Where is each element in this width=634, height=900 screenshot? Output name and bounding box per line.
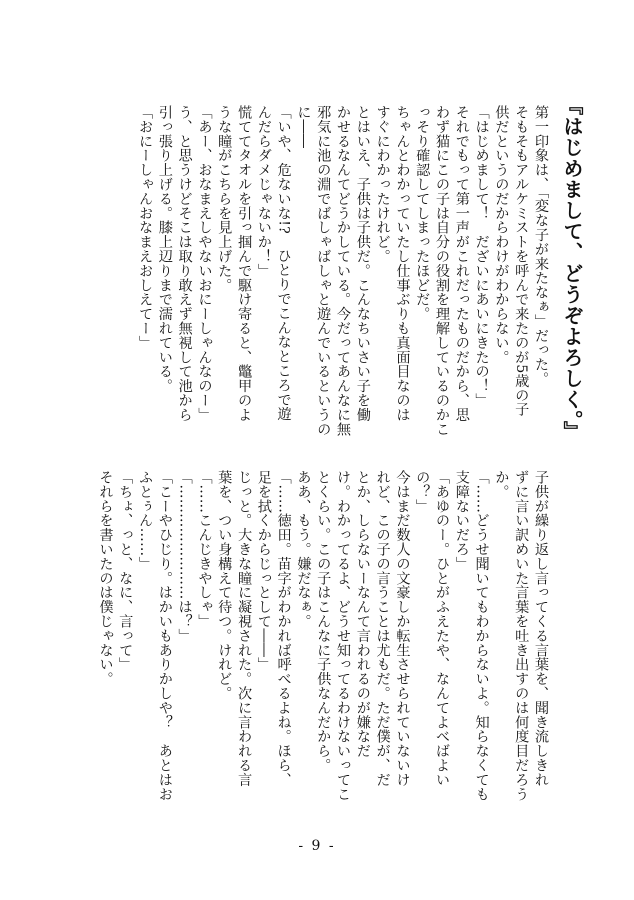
- text-line: それらを書いたのは僕じゃない。: [97, 470, 114, 686]
- text-line: そもそもアルケミストを呼んで来たのが5歳の子: [513, 105, 530, 417]
- text-line: 「おにーしゃんおなまえおしえてー」: [137, 105, 154, 350]
- text-line: かせるなんてどうかしている。今だってあんなに無: [335, 105, 352, 437]
- text-line: の？」: [414, 470, 431, 514]
- text-line: 足を拭くからじっとして――」: [255, 470, 272, 672]
- text-line: 「……こんじきやしゃ」: [196, 470, 213, 629]
- text-line: 支障ないだろ」: [453, 470, 470, 571]
- text-line: っそり確認してしまったほどだ。: [414, 105, 431, 321]
- text-line: ずに言い訳めいた言葉を吐き出すのは何度目だろう: [513, 470, 530, 802]
- text-line: 引っ張り上げる。膝上辺りまで濡れている。: [156, 105, 173, 393]
- text-line: とか、しらないーなんて言われるのが嫌なだ: [354, 470, 371, 758]
- text-line: 「……どうせ聞いてもわからないよ。知らなくても: [473, 470, 490, 802]
- text-line: うな瞳がこちらを見上げた。: [216, 105, 233, 293]
- text-line: 「あゆのー。ひとがふえたや、なんてよべばよい: [434, 470, 451, 787]
- text-line: んだらダメじゃないか！」: [255, 105, 272, 278]
- text-line: 第一印象は、「変な子が来たなぁ」だった。: [533, 105, 549, 386]
- text-line: 子供が繰り返し言ってくる言葉を、聞き流しきれ: [533, 470, 549, 787]
- text-line: とくらい。この子はこんなに子供なんだから。: [315, 470, 332, 773]
- text-line: け。わかってるよ、どうせ知ってるわけないってこ: [335, 470, 352, 802]
- text-line: 「……徳田。苗字がわかれば呼べるよね。ほら、: [275, 470, 292, 787]
- text-line: すぐにわかったけれど。: [374, 105, 391, 264]
- text-line: ああ、もう。嫌だなぁ。: [295, 470, 312, 629]
- text-line: 「ちょ、っと、なに、言って」: [117, 470, 134, 672]
- text-line: 「いや、危ないな!? ひとりでこんなところで遊: [275, 105, 292, 422]
- text-line: 慌ててタオルを引っ掴んで駆け寄ると、鼈甲のよ: [236, 105, 253, 422]
- text-line: 「あー、おなまえしやないおにーしゃんなのー」: [196, 105, 213, 422]
- text-line: 「はじめまして！ だざいにあいにきたの！」: [473, 105, 490, 408]
- chapter-title: 『はじめまして、どうぞよろしく。』: [560, 95, 584, 442]
- text-line: 「……………………は？」: [176, 470, 193, 643]
- text-line: ふとぅん……」: [137, 470, 154, 571]
- text-line: わず猫にこの子は自分の役割を理解しているのかこ: [434, 105, 451, 437]
- text-line: 「こーやひじり。はかいもありかしや？ あとはお: [156, 470, 173, 802]
- text-line: う、と思うけどそこは取り敢えず無視して池から: [176, 105, 193, 422]
- text-line: 邪気に池の淵でばしゃばしゃと遊んでいるというの: [315, 105, 332, 437]
- text-line: ちゃんとわかっていたし仕事ぶりも真面目なのは: [394, 105, 411, 422]
- text-line: 今はまだ数人の文豪しか転生させられていないけ: [394, 470, 411, 787]
- text-line: じっと。大きな瞳に凝視された。次に言われる言: [236, 470, 253, 787]
- text-block-top: [130, 105, 550, 440]
- text-line: に――: [295, 105, 312, 149]
- text-block-bottom: [90, 470, 550, 815]
- page-number: - 9 -: [298, 838, 336, 854]
- text-line: それでもって第一声がこれだったものだから、思: [453, 105, 470, 422]
- text-line: とはいえ、子供は子供だ。こんなちいさい子を働: [354, 105, 371, 422]
- text-line: 供だというのだからわけがわからない。: [493, 105, 510, 365]
- text-line: れど、この子の言うことは尤もだ。ただ僕が、だ: [374, 470, 391, 787]
- text-line: か。: [493, 470, 510, 499]
- text-line: 葉を、つい身構えて待つ。けれど。: [216, 470, 233, 701]
